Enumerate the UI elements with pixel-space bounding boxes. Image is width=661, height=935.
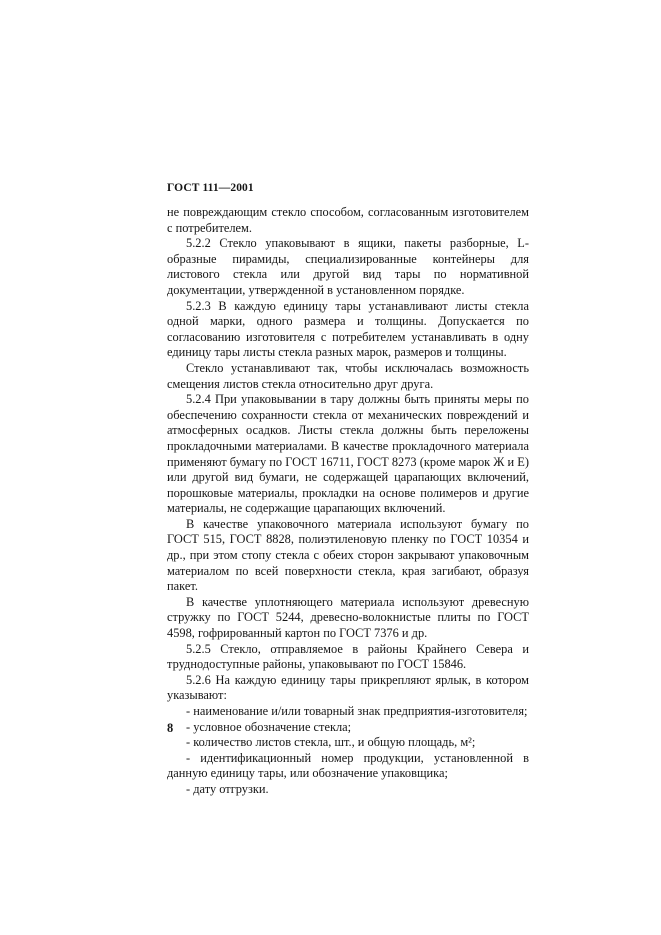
list-item: - идентификационный номер продукции, установленной в данную единицу тары, или обозначение упаковщика; xyxy=(167,750,529,781)
list-item: - условное обозначение стекла; xyxy=(186,719,352,734)
paragraph-sealing-material: В качестве уплотняющего материала используют древесную стружку по ГОСТ 5244, древесно-волокнистые плиты по ГОСТ 4598, гофрированный картон по ГОСТ 7376 и др. xyxy=(167,594,529,641)
paragraph-5-2-6: 5.2.6 На каждую единицу тары прикрепляют ярлык, в котором указывают: xyxy=(167,672,529,703)
list-item: - наименование и/или товарный знак предприятия-изготовителя; xyxy=(186,704,528,718)
paragraph-5-2-2: 5.2.2 Стекло упаковывают в ящики, пакеты разборные, L-образные пирамиды, специализированные контейнеры для листового стекла или другой вид тары по нормативной документации, утвержденной в установленном порядке. xyxy=(167,236,529,297)
paragraph-5-2-4: 5.2.4 При упаковывании в тару должны быть приняты меры по обеспечению сохранности стекла от механических повреждений и атмосферных осадков. Листы стекла должны быть переложены прокладочными материалами. В качестве прокладочного материала применяют бумагу по ГОСТ 16711, ГОСТ 8273 (кроме марок Ж и Е) или другой вид бумаги, не содержащей царапающих включений, порошковые материалы, прокладки на основе полимеров и другие материалы, не содержащие царапающих включений. xyxy=(167,392,529,516)
paragraph-glass-placement: Стекло устанавливают так, чтобы исключалась возможность смещения листов стекла относительно друг друга. xyxy=(167,360,529,391)
list-item: - дату отгрузки. xyxy=(186,781,269,796)
paragraph-5-2-3: 5.2.3 В каждую единицу тары устанавливают листы стекла одной марки, одного размера и толщины. Допускается по согласованию изготовителя с потребителем устанавливать в одну единицу тары листы стекла разных марок, размеров и толщины. xyxy=(167,298,529,360)
list-item: - количество листов стекла, шт., и общую площадь, м²; xyxy=(186,735,476,750)
paragraph-continuation: не повреждающим стекло способом, согласованным изготовителем с потребителем. xyxy=(167,205,529,235)
document-body xyxy=(167,205,529,798)
document-header: ГОСТ 111—2001 xyxy=(167,182,254,194)
page-number: 8 xyxy=(167,721,174,735)
paragraph-5-2-5: 5.2.5 Стекло, отправляемое в районы Крайнего Севера и труднодоступные районы, упаковывают по ГОСТ 15846. xyxy=(167,641,529,672)
paragraph-packing-material: В качестве упаковочного материала используют бумагу по ГОСТ 515, ГОСТ 8828, полиэтиленовую пленку по ГОСТ 10354 и др., при этом стопу стекла с обеих сторон закрывают упаковочным материалом по всей поверхности стекла, края загибают, образуя пакет. xyxy=(167,516,529,594)
